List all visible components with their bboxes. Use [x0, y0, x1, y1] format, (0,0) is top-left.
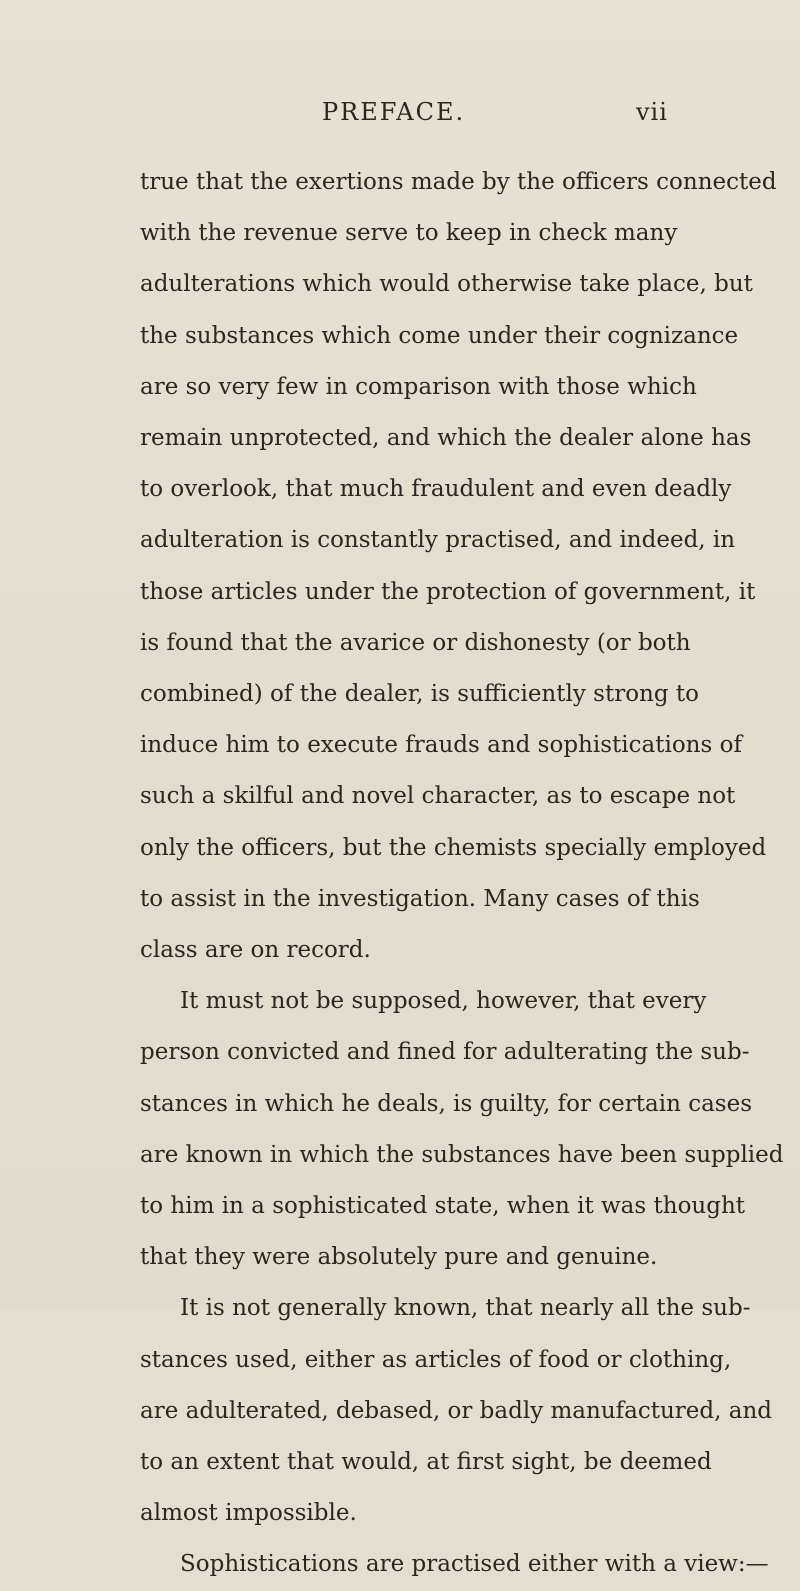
text-line: adulterations which would otherwise take place, but — [140, 271, 753, 298]
text-line: Sophistications are practised either with a view:— — [180, 1551, 769, 1578]
text-line: It must not be supposed, however, that every — [180, 988, 707, 1015]
page-number: vii — [636, 98, 668, 126]
text-line: class are on record. — [140, 937, 371, 964]
text-line: remain unprotected, and which the dealer alone has — [140, 425, 752, 452]
text-line: are adulterated, debased, or badly manufactured, and — [140, 1397, 773, 1424]
text-line: true that the exertions made by the officers connected — [140, 169, 777, 195]
text-line: stances in which he deals, is guilty, for certain cases — [140, 1090, 753, 1117]
text-line: the substances which come under their cognizance — [140, 322, 739, 349]
text-line: those articles under the protection of government, it — [140, 578, 756, 605]
text-line: to an extent that would, at first sight, be deemed — [140, 1449, 712, 1476]
text-line: to assist in the investigation. Many cases of this — [140, 885, 700, 912]
text-line: are known in which the substances have been supplied — [140, 1141, 784, 1168]
text-line: It is not generally known, that nearly all the sub- — [180, 1295, 751, 1322]
text-line: combined) of the dealer, is sufficiently strong to — [140, 681, 699, 708]
text-line: adulteration is constantly practised, and indeed, in — [140, 527, 736, 554]
text-line: to overlook, that much fraudulent and even deadly — [140, 476, 732, 503]
text-line: to him in a sophisticated state, when it was thought — [140, 1193, 746, 1220]
text-line: induce him to execute frauds and sophistications of — [140, 732, 742, 759]
text-line: is found that the avarice or dishonesty (or both — [140, 629, 691, 656]
text-line: such a skilful and novel character, as to escape not — [140, 783, 736, 810]
text-line: only the officers, but the chemists specially employed — [140, 834, 767, 861]
body-text — [140, 157, 784, 1591]
text-line: stances used, either as articles of food or clothing, — [140, 1346, 732, 1373]
page-header-title: PREFACE. — [322, 98, 466, 126]
text-line: that they were absolutely pure and genuine. — [140, 1244, 658, 1271]
text-line: almost impossible. — [140, 1500, 357, 1527]
text-line: person convicted and fined for adulterating the sub- — [140, 1039, 750, 1066]
text-line: with the revenue serve to keep in check many — [140, 220, 678, 247]
text-line: are so very few in comparison with those which — [140, 373, 697, 400]
running-head — [0, 98, 800, 138]
